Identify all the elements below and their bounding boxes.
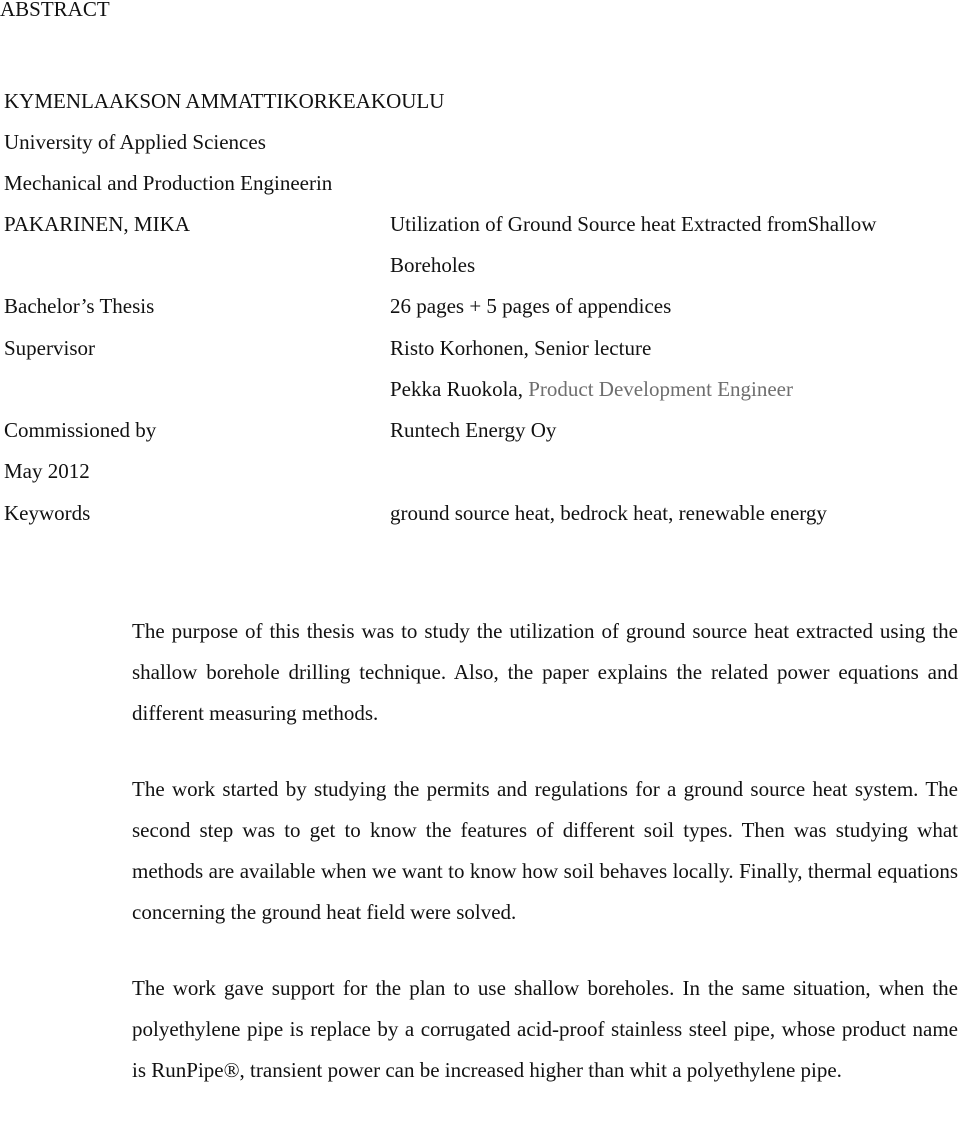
thesis-title-line-1: Utilization of Ground Source heat Extracted fromShallow — [390, 212, 877, 236]
keywords-value: ground source heat, bedrock heat, renewable energy — [390, 501, 827, 525]
page-title: ABSTRACT — [0, 0, 110, 21]
department-name: Mechanical and Production Engineerin — [4, 171, 333, 195]
author-name: PAKARINEN, MIKA — [4, 212, 190, 236]
institution-name: KYMENLAAKSON AMMATTIKORKEAKOULU — [4, 89, 445, 113]
abstract-paragraph: The work started by studying the permits and regulations for a ground source heat system. The second step was to get to know the features of different soil types. Then was studying what methods are available when we want to know how soil behaves locally. Finally, thermal equations concerning the ground heat field were solved. — [132, 777, 958, 924]
abstract-paragraph: The purpose of this thesis was to study the utilization of ground source heat extracted using the shallow borehole drilling technique. Also, the paper explains the related power equations and different measuring methods. — [132, 619, 958, 725]
institution-block — [4, 81, 444, 204]
thesis-type-label: Bachelor’s Thesis — [4, 294, 155, 318]
publication-date: May 2012 — [4, 459, 90, 483]
abstract-paragraph: The work gave support for the plan to use shallow boreholes. In the same situation, when the polyethylene pipe is replace by a corrugated acid-proof stainless steel pipe, whose product name is RunPipe®, transient power can be increased higher than whit a polyethylene pipe. — [132, 976, 958, 1082]
supervisor-label: Supervisor — [4, 336, 95, 360]
commissioned-label: Commissioned by — [4, 418, 157, 442]
supervisor-secondary-name: Pekka Ruokola, — [390, 377, 529, 401]
keywords-label: Keywords — [4, 501, 91, 525]
abstract-body — [132, 611, 958, 1091]
thesis-title-line-2: Boreholes — [390, 253, 476, 277]
supervisor-secondary — [390, 369, 793, 410]
institution-subtitle: University of Applied Sciences — [4, 130, 266, 154]
page-count: 26 pages + 5 pages of appendices — [390, 294, 672, 318]
commissioned-value: Runtech Energy Oy — [390, 418, 557, 442]
supervisor-secondary-role: Product Development Engineer — [528, 377, 793, 401]
supervisor-primary: Risto Korhonen, Senior lecture — [390, 336, 652, 360]
